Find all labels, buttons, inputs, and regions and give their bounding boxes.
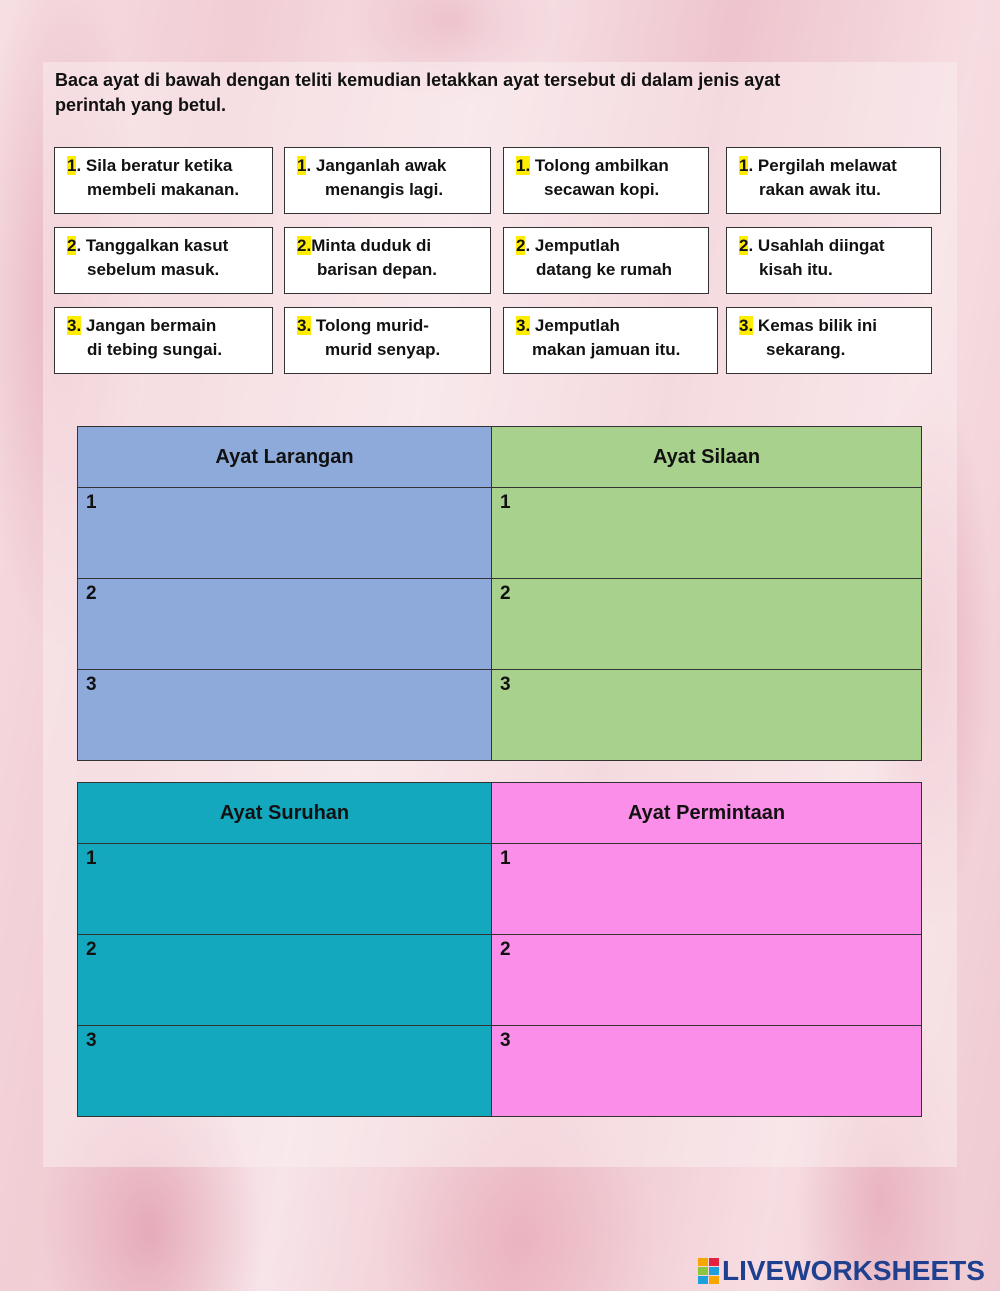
card-number: 1 xyxy=(297,156,307,175)
card-text-line-2: makan jamuan itu. xyxy=(532,340,681,359)
logo-blocks-icon xyxy=(698,1258,719,1284)
card-text-line-1: Kemas bilik ini xyxy=(753,316,877,335)
card-text-line-2: secawan kopi. xyxy=(544,180,660,199)
instruction-line-1: Baca ayat di bawah dengan teliti kemudian letakkan ayat tersebut di dalam jenis ayat xyxy=(55,70,781,90)
instruction-text xyxy=(55,68,935,118)
sentence-card[interactable] xyxy=(54,307,273,374)
drop-slot-permintaan-2[interactable]: 2 xyxy=(492,935,922,1026)
card-number: 2 xyxy=(516,236,526,255)
card-text-line-1: Jangan bermain xyxy=(81,316,217,335)
header-ayat-permintaan: Ayat Permintaan xyxy=(492,783,922,844)
drop-slot-larangan-3[interactable]: 3 xyxy=(78,670,492,761)
card-text-line-2: kisah itu. xyxy=(759,260,833,279)
card-text-line-1: . Tanggalkan kasut xyxy=(76,236,229,255)
sentence-card[interactable] xyxy=(503,147,709,214)
logo-text: LIVEWORKSHEETS xyxy=(722,1255,985,1286)
card-text-line-2: murid senyap. xyxy=(325,340,441,359)
sentence-card[interactable] xyxy=(54,147,273,214)
card-text-line-1: Minta duduk di xyxy=(311,236,432,255)
liveworksheets-logo xyxy=(698,1257,985,1285)
sentence-card[interactable] xyxy=(726,147,941,214)
card-text-line-2: rakan awak itu. xyxy=(759,180,881,199)
card-number: 3. xyxy=(516,316,531,335)
card-number: 2 xyxy=(67,236,77,255)
card-text-line-1: . Pergilah melawat xyxy=(748,156,897,175)
drop-slot-silaan-2[interactable]: 2 xyxy=(492,579,922,670)
card-number: 2. xyxy=(297,236,312,255)
sentence-card[interactable] xyxy=(284,307,491,374)
sentence-card[interactable] xyxy=(503,227,709,294)
drop-slot-larangan-1[interactable]: 1 xyxy=(78,488,492,579)
card-text-line-1: Tolong murid- xyxy=(311,316,429,335)
card-text-line-2: datang ke rumah xyxy=(536,260,673,279)
sentence-card[interactable] xyxy=(284,227,491,294)
card-text-line-2: barisan depan. xyxy=(317,260,437,279)
table-larangan-silaan xyxy=(77,426,922,761)
card-text-line-1: . Janganlah awak xyxy=(306,156,447,175)
sentence-card[interactable] xyxy=(726,307,932,374)
sentence-card[interactable] xyxy=(284,147,491,214)
drop-slot-suruhan-2[interactable]: 2 xyxy=(78,935,492,1026)
card-number: 1 xyxy=(67,156,77,175)
drop-slot-larangan-2[interactable]: 2 xyxy=(78,579,492,670)
header-ayat-silaan: Ayat Silaan xyxy=(492,427,922,488)
card-number: 1. xyxy=(516,156,531,175)
card-text-line-2: di tebing sungai. xyxy=(87,340,223,359)
card-number: 3. xyxy=(297,316,312,335)
card-number: 2 xyxy=(739,236,749,255)
card-number: 3. xyxy=(739,316,754,335)
sentence-card[interactable] xyxy=(726,227,932,294)
drop-slot-silaan-1[interactable]: 1 xyxy=(492,488,922,579)
sentence-card[interactable] xyxy=(503,307,718,374)
card-text-line-2: sebelum masuk. xyxy=(87,260,220,279)
header-ayat-suruhan: Ayat Suruhan xyxy=(78,783,492,844)
card-text-line-1: Jemputlah xyxy=(530,316,620,335)
header-ayat-larangan: Ayat Larangan xyxy=(78,427,492,488)
drop-slot-permintaan-1[interactable]: 1 xyxy=(492,844,922,935)
drop-slot-permintaan-3[interactable]: 3 xyxy=(492,1026,922,1117)
drop-slot-silaan-3[interactable]: 3 xyxy=(492,670,922,761)
card-text-line-1: . Jemputlah xyxy=(525,236,620,255)
card-number: 1 xyxy=(739,156,749,175)
card-text-line-2: sekarang. xyxy=(766,340,846,359)
card-number: 3. xyxy=(67,316,82,335)
card-text-line-2: menangis lagi. xyxy=(325,180,444,199)
table-suruhan-permintaan xyxy=(77,782,922,1117)
drop-slot-suruhan-3[interactable]: 3 xyxy=(78,1026,492,1117)
card-text-line-1: Tolong ambilkan xyxy=(530,156,669,175)
drop-slot-suruhan-1[interactable]: 1 xyxy=(78,844,492,935)
card-text-line-2: membeli makanan. xyxy=(87,180,240,199)
card-text-line-1: . Usahlah diingat xyxy=(748,236,885,255)
sentence-card[interactable] xyxy=(54,227,273,294)
instruction-line-2: perintah yang betul. xyxy=(55,95,227,115)
card-text-line-1: . Sila beratur ketika xyxy=(76,156,233,175)
